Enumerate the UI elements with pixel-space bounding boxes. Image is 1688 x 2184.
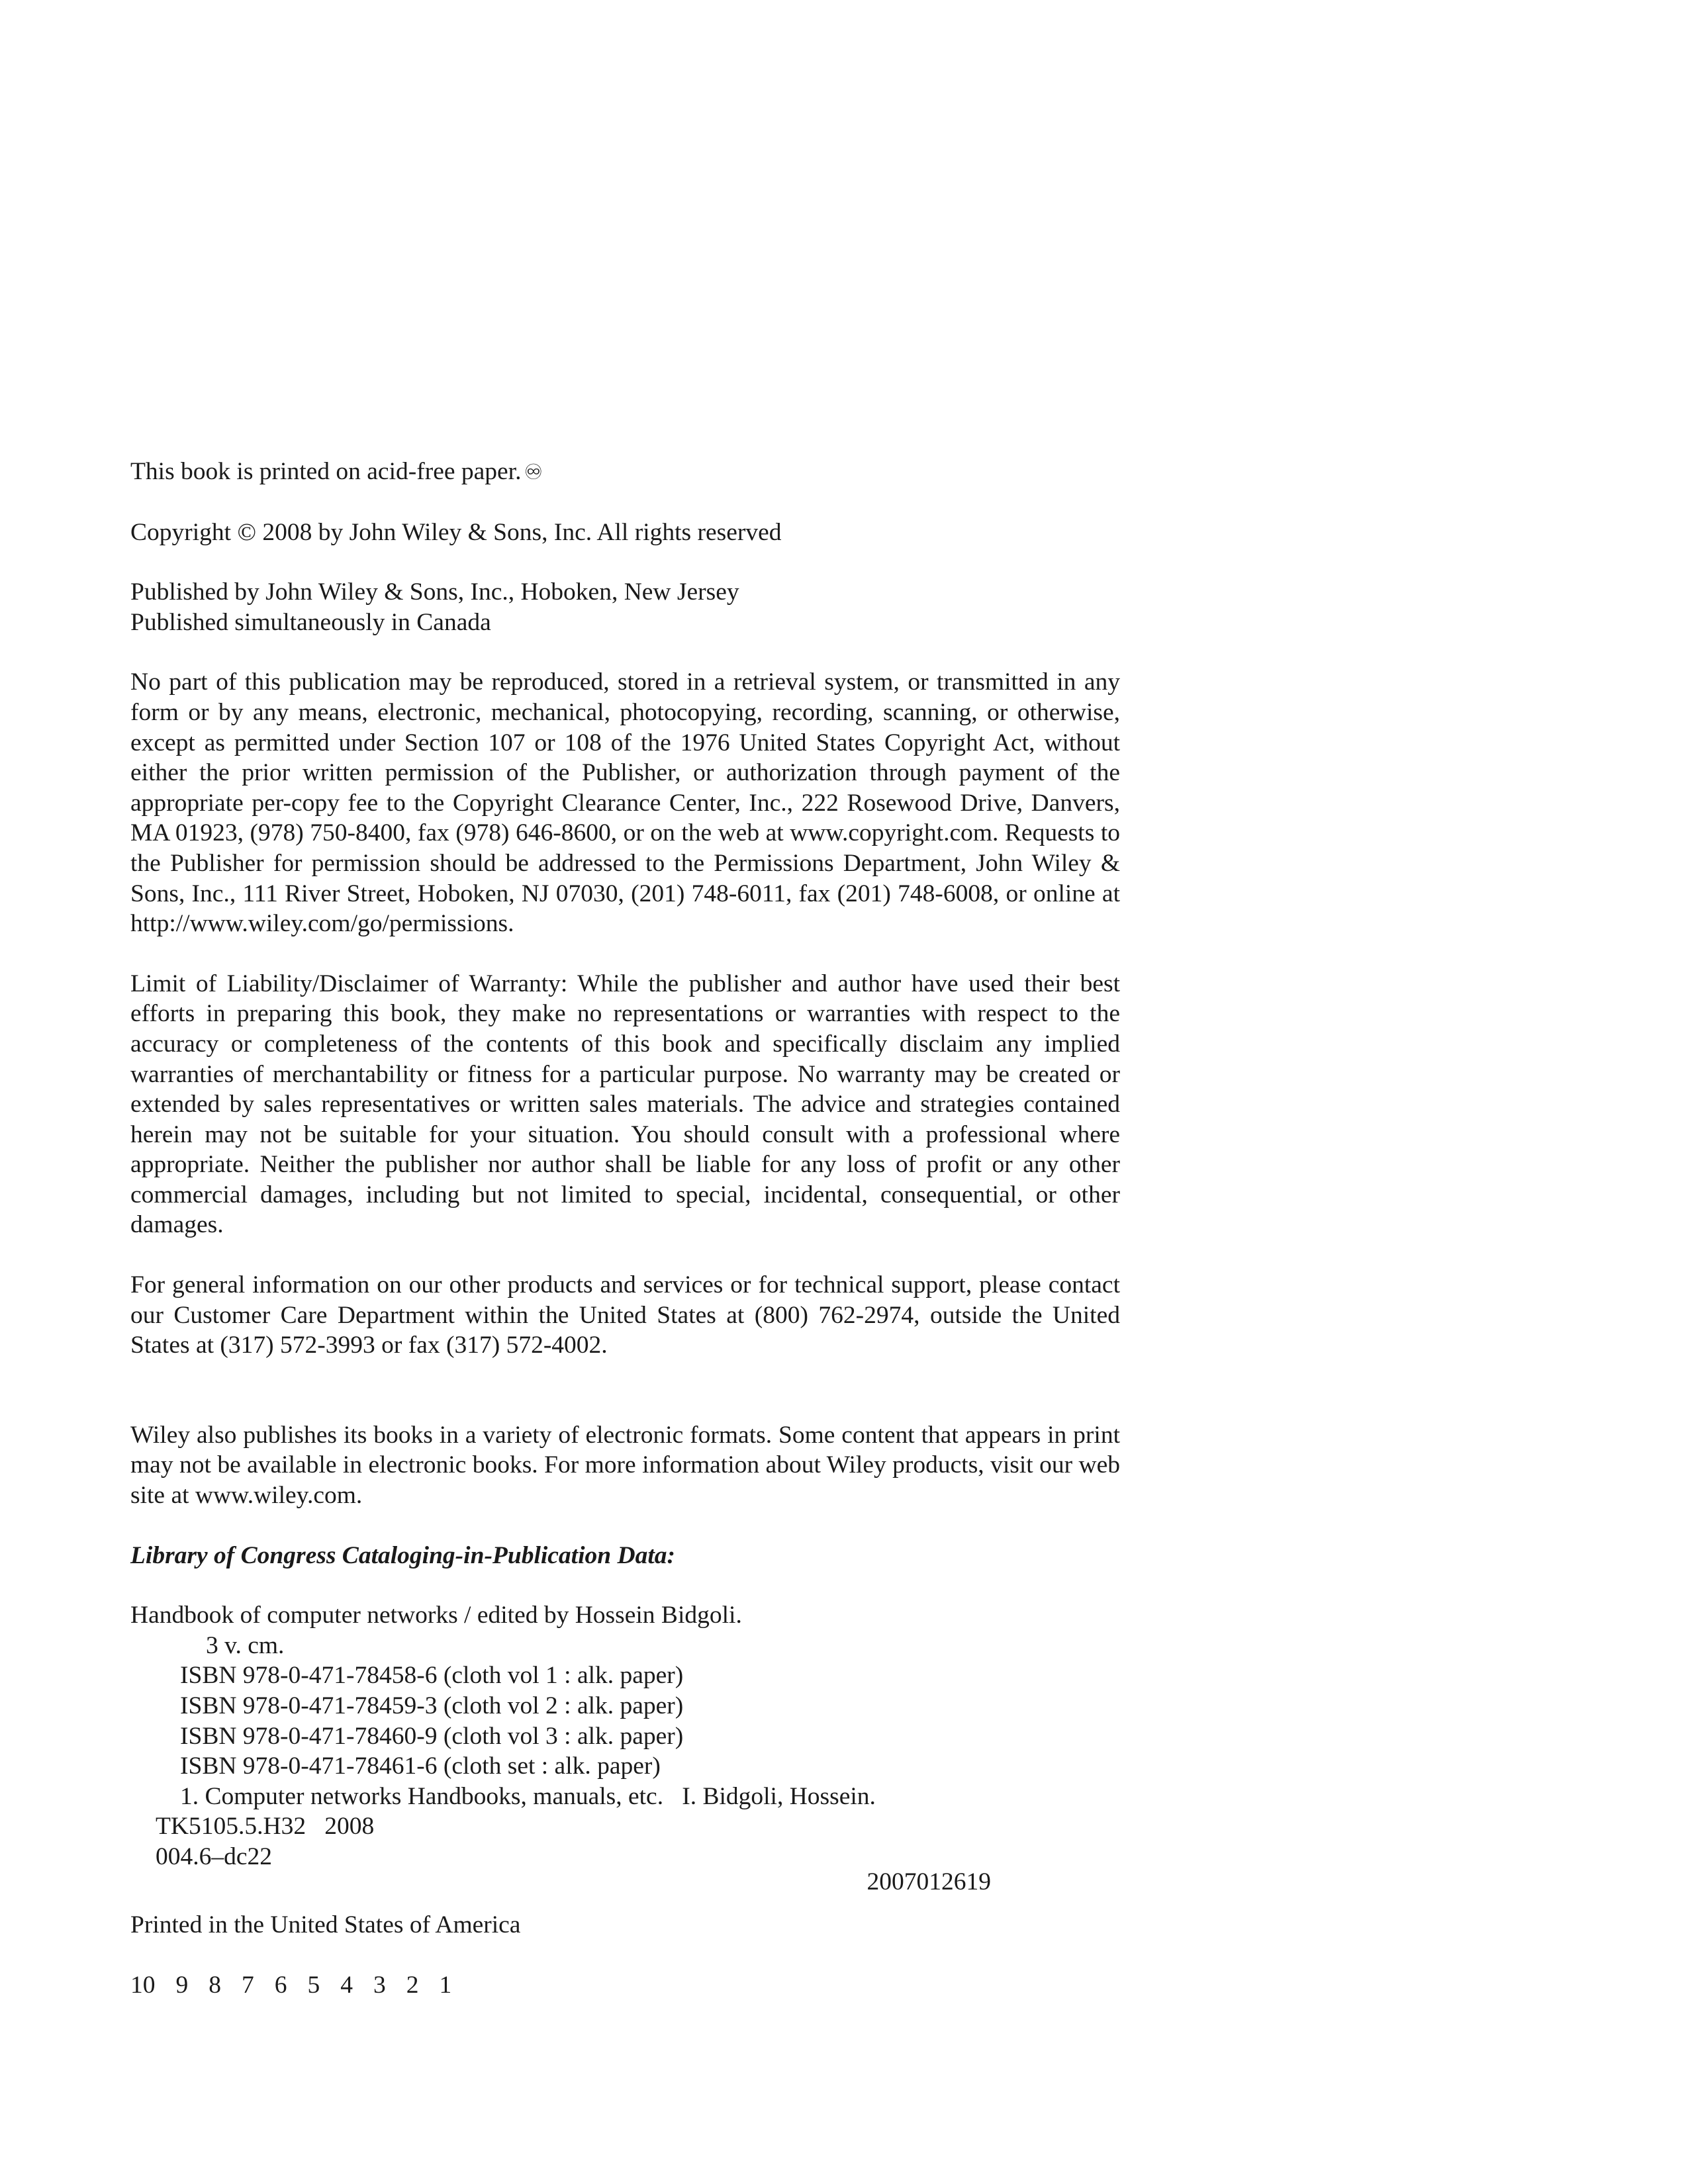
printer-key-digit: 2 <box>406 1971 419 1999</box>
copyright-page <box>130 457 1120 2000</box>
published-by-line: Published by John Wiley & Sons, Inc., Hoboken, New Jersey <box>130 578 739 606</box>
cip-dewey: 004.6–dc22 <box>156 1843 273 1870</box>
printer-key-digit: 1 <box>439 1971 452 1999</box>
electronic-formats-paragraph: Wiley also publishes its books in a variety of electronic formats. Some content that appears in print may not be available in electronic books. For more information about Wiley products, visit our web site at www.wiley.com. <box>130 1421 1120 1510</box>
cip-call-number: TK5105.5.H32 2008 <box>156 1813 375 1841</box>
printer-key-digit: 5 <box>307 1971 320 1999</box>
acid-free-text: This book is printed on acid-free paper. <box>130 458 522 485</box>
cip-volumes: 3 v. cm. <box>206 1631 285 1659</box>
printer-key-digit: 7 <box>242 1971 254 1999</box>
printer-key-digit: 3 <box>373 1971 386 1999</box>
printer-key-digit: 8 <box>209 1971 221 1999</box>
copyright-line: Copyright © 2008 by John Wiley & Sons, Inc. All rights reserved <box>130 518 782 546</box>
cip-isbn-vol3: ISBN 978-0-471-78460-9 (cloth vol 3 : alk. paper) <box>180 1722 684 1750</box>
permissions-paragraph: No part of this publication may be reproduced, stored in a retrieval system, or transmitted in any form or by any means, electronic, mechanical, photocopying, recording, scanning, or otherwise, except as permitted under Section 107 or 108 of the 1976 United States Copyright Act, without either the prior written permission of the Publisher, or authorization through payment of the appropriate per-copy fee to the Copyright Clearance Center, Inc., 222 Rosewood Drive, Danvers, MA 01923, (978) 750-8400, fax (978) 646-8600, or on the web at www.copyright.com. Requests to the Publisher for permission should be addressed to the Permissions Department, John Wiley & Sons, Inc., 111 River Street, Hoboken, NJ 07030, (201) 748-6011, fax (201) 748-6008, or online at http://www.wiley.com/go/permissions. <box>130 668 1120 938</box>
cip-heading: Library of Congress Cataloging-in-Publication Data: <box>130 1541 675 1569</box>
cip-isbn-vol1: ISBN 978-0-471-78458-6 (cloth vol 1 : alk. paper) <box>180 1662 684 1690</box>
cip-isbn-set: ISBN 978-0-471-78461-6 (cloth set : alk. paper) <box>180 1752 661 1780</box>
cip-title-line: Handbook of computer networks / edited by Hossein Bidgoli. <box>130 1602 742 1629</box>
cip-subject-topic: 1. Computer networks Handbooks, manuals, etc. <box>180 1782 664 1810</box>
liability-disclaimer-paragraph: Limit of Liability/Disclaimer of Warranty: While the publisher and author have used their best efforts in preparing this book, they make no representations or warranties with respect to the accuracy or completeness of the contents of this book and specifically disclaim any implied warranties of merchantability or fitness for a particular purpose. No warranty may be created or extended by sales representatives or written sales materials. The advice and strategies contained herein may not be suitable for your situation. You should consult with a professional where appropriate. Neither the publisher nor author shall be liable for any loss of profit or any other commercial damages, including but not limited to special, incidental, consequential, or other damages. <box>130 970 1120 1239</box>
cip-subjects <box>130 1782 1120 1812</box>
printer-key-line <box>130 1970 1120 2001</box>
customer-support-paragraph: For general information on our other products and services or for technical support, please contact our Customer Care Department within the United States at (800) 762-2974, outside the United States at (317) 572-3993 or fax (317) 572-4002. <box>130 1271 1120 1359</box>
cip-block <box>130 1600 1120 1897</box>
cip-isbn-vol2: ISBN 978-0-471-78459-3 (cloth vol 2 : alk. paper) <box>180 1692 684 1719</box>
acid-free-line <box>130 457 1120 488</box>
printed-in-line: Printed in the United States of America <box>130 1911 521 1939</box>
printer-key-digit: 9 <box>175 1971 189 1999</box>
infinity-icon: ♾ <box>524 460 543 484</box>
printer-key-digit: 6 <box>274 1971 287 1999</box>
published-canada-line: Published simultaneously in Canada <box>130 608 491 636</box>
cip-subject-editor: I. Bidgoli, Hossein. <box>682 1782 876 1810</box>
printer-key-digit: 4 <box>340 1971 353 1999</box>
cip-lccn: 2007012619 <box>867 1868 991 1895</box>
printer-key-digit: 10 <box>130 1971 156 1999</box>
